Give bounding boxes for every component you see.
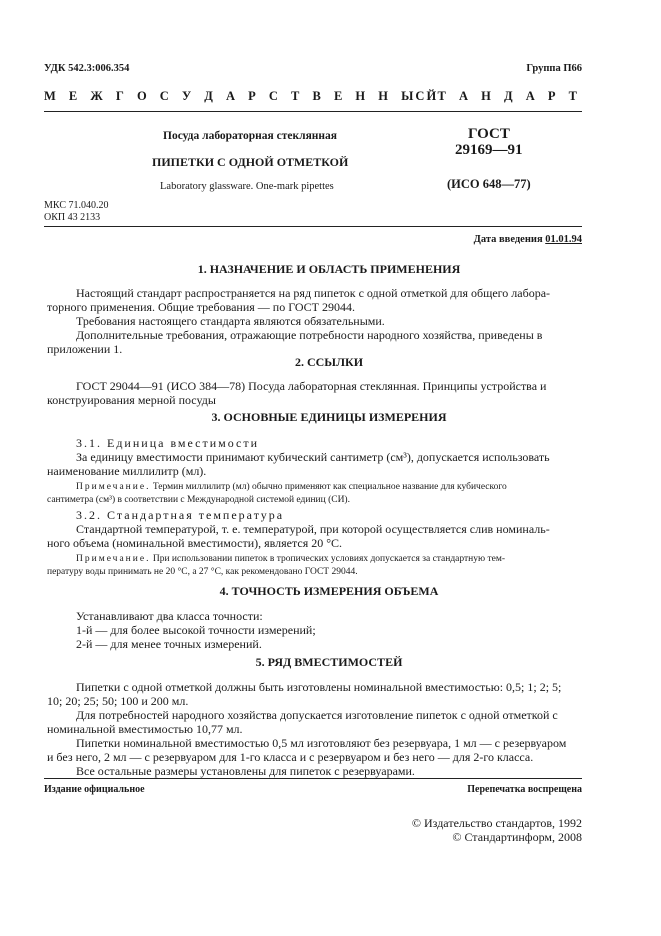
section-2-heading: 2. ССЫЛКИ xyxy=(294,355,364,369)
section-5-para-1-line-2: 10; 20; 25; 50; 100 и 200 мл. xyxy=(47,694,189,708)
section-3-2-para-line-2: ного объема (номинальной вместимости), является 20 °С. xyxy=(47,536,343,550)
group-code: Группа П66 xyxy=(526,63,582,74)
effective-date-value: 01.01.94 xyxy=(545,234,582,245)
copyright-1: © Издательство стандартов, 1992 xyxy=(411,816,582,830)
copyright-2: © Стандартинформ, 2008 xyxy=(452,830,582,844)
titleblock-divider xyxy=(44,226,582,227)
section-5-para-2-line-2: номинальной вместимостью 10,77 мл. xyxy=(47,722,243,736)
section-5-para-2-line-1: Для потребностей народного хозяйства допускается изготовление пипеток с одной отметкой с xyxy=(76,708,558,722)
section-4-para-3: 2-й — для менее точных измерений. xyxy=(76,637,262,651)
document-title: ПИПЕТКИ С ОДНОЙ ОТМЕТКОЙ xyxy=(152,155,349,169)
effective-date xyxy=(474,234,582,245)
note-label: Примечание. xyxy=(76,482,151,492)
note-text: Термин миллилитр (мл) обычно применяют как специальное название для кубического xyxy=(150,482,507,492)
gost-label: ГОСТ xyxy=(468,126,510,142)
section-3-2-para-line-1: Стандартной температурой, т. е. температурой, при которой осуществляется слив номиналь- xyxy=(76,522,550,536)
section-5-para-3-line-1: Пипетки номинальной вместимостью 0,5 мл изготовляют без резервуара, 1 мл — с резервуаром xyxy=(76,736,567,750)
section-3-1-note-line-2: сантиметра (см³) в соответствии с Международной системой единиц (СИ). xyxy=(47,495,350,505)
header-standard: С Т А Н Д А Р Т xyxy=(415,89,582,103)
section-5-heading: 5. РЯД ВМЕСТИМОСТЕЙ xyxy=(255,655,403,669)
section-5-para-4: Все остальные размеры установлены для пипеток с резервуарами. xyxy=(76,764,415,778)
effective-date-label: Дата введения xyxy=(473,234,543,245)
document-title-en: Laboratory glassware. One-mark pipettes xyxy=(160,181,334,192)
section-4-para-1: Устанавливают два класса точности: xyxy=(76,609,263,623)
section-1-para-1-line-2: торного применения. Общие требования — по ГОСТ 29044. xyxy=(47,300,355,314)
section-1-para-2: Требования настоящего стандарта являются обязательными. xyxy=(76,314,385,328)
note-label: Примечание. xyxy=(76,554,151,564)
section-3-2-subheading: 3.2. Стандартная температура xyxy=(76,508,285,522)
section-3-heading: 3. ОСНОВНЫЕ ЕДИНИЦЫ ИЗМЕРЕНИЯ xyxy=(211,410,447,424)
mks-code: МКС 71.040.20 xyxy=(44,200,109,211)
section-4-para-2: 1-й — для более высокой точности измерений; xyxy=(76,623,316,637)
section-2-para-line-2: конструирования мерной посуды xyxy=(47,393,216,407)
iso-reference: (ИСО 648—77) xyxy=(447,177,531,191)
udk-code: УДК 542.3:006.354 xyxy=(44,63,130,74)
section-2-para-line-1: ГОСТ 29044—91 (ИСО 384—78) Посуда лабораторная стеклянная. Принципы устройства и xyxy=(76,379,547,393)
header-divider xyxy=(44,111,582,112)
okp-code: ОКП 43 2133 xyxy=(44,212,101,223)
section-1-para-3-line-1: Дополнительные требования, отражающие потребности народного хозяйства, приведены в xyxy=(76,328,543,342)
section-1-heading: 1. НАЗНАЧЕНИЕ И ОБЛАСТЬ ПРИМЕНЕНИЯ xyxy=(197,262,461,276)
section-3-1-note-line-1 xyxy=(76,481,582,494)
section-3-1-para-line-2: наименование миллилитр (мл). xyxy=(47,464,207,478)
reprint-label: Перепечатка воспрещена xyxy=(467,784,582,795)
section-3-2-note-line-1 xyxy=(76,553,582,566)
section-5-para-3-line-2: и без него, 2 мл — с резервуаром для 1-го класса и с резервуаром и без него — для 2-го класса. xyxy=(47,750,534,764)
section-1-para-3-line-2: приложении 1. xyxy=(47,342,123,356)
section-3-2-note-line-2: пературу воды принимать не 20 °С, а 27 °С, как рекомендовано ГОСТ 29044. xyxy=(47,567,358,577)
section-5-para-1-line-1: Пипетки с одной отметкой должны быть изготовлены номинальной вместимостью: 0,5; 1; 2; 5; xyxy=(76,680,562,694)
section-1-para-1-line-1: Настоящий стандарт распространяется на ряд пипеток с одной отметкой для общего лабора- xyxy=(76,286,551,300)
edition-label: Издание официальное xyxy=(44,784,145,795)
section-3-1-para-line-1: За единицу вместимости принимают кубический сантиметр (см³), допускается использовать xyxy=(76,450,550,464)
header-interstate: М Е Ж Г О С У Д А Р С Т В Е Н Н Ы Й xyxy=(44,89,442,103)
gost-number: 29169—91 xyxy=(455,142,523,158)
section-4-heading: 4. ТОЧНОСТЬ ИЗМЕРЕНИЯ ОБЪЕМА xyxy=(219,584,439,598)
document-category: Посуда лабораторная стеклянная xyxy=(163,130,338,142)
section-3-1-subheading: 3.1. Единица вместимости xyxy=(76,436,260,450)
footer-divider xyxy=(44,778,582,779)
note-text: При использовании пипеток в тропических условиях допускается за стандартную тем- xyxy=(150,554,506,564)
